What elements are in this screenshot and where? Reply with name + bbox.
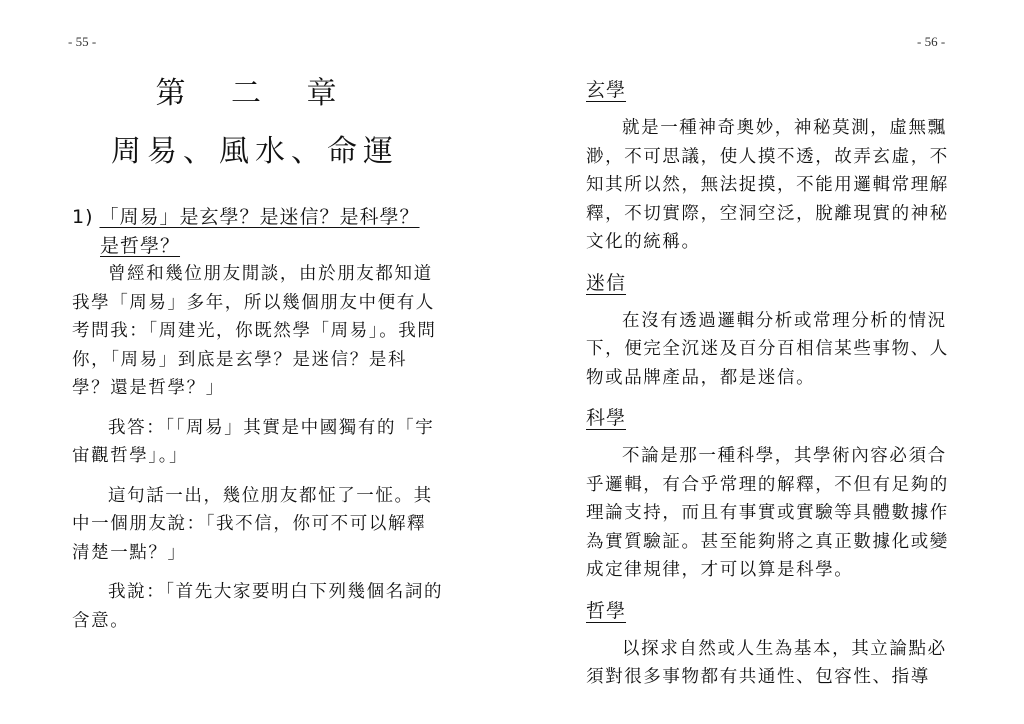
paragraph: 這句話一出，幾位朋友都怔了一怔。其中一個朋友說：「我不信，你可不可以解釋清楚一點？」 bbox=[72, 485, 433, 563]
term-definition: 不論是那一種科學，其學術內容必須合乎邏輯，有合乎常理的解釋，不但有足夠的理論支持，而且有事實或實驗等具體數據作為實質驗証。甚至能夠將之真正數據化或變成定律規律，才可以算是科學。 bbox=[586, 446, 949, 580]
term-title: 玄學 bbox=[586, 79, 627, 101]
right-page bbox=[512, 0, 1024, 724]
term-definition: 就是一種神奇奧妙，神秘莫測，虛無飄渺，不可思議，使人摸不透，故弄玄虛，不知其所以然，無法捉摸，不能用邏輯常理解釋，不切實際，空洞空泛，脫離現實的神秘文化的統稱。 bbox=[586, 118, 949, 252]
term-section bbox=[586, 597, 962, 692]
question-line-1: 「周易」是玄學？是迷信？是科學？ bbox=[99, 206, 420, 228]
term-definition: 在沒有透過邏輯分析或常理分析的情況下，便完全沉迷及百分百相信某些事物、人物或品牌產品，都是迷信。 bbox=[586, 310, 949, 388]
term-title: 科學 bbox=[586, 407, 627, 429]
term-title: 迷信 bbox=[586, 271, 627, 294]
page-number: - 55 - bbox=[68, 34, 97, 49]
paragraph: 我答：「「周易」其實是中國獨有的「宇宙觀哲學」。」 bbox=[72, 417, 435, 466]
question-number: 1) bbox=[72, 206, 94, 228]
body-text bbox=[72, 260, 444, 646]
term-definition: 以探求自然或人生為基本，其立論點必須對很多事物都有共通性、包容性、指導 bbox=[586, 638, 947, 687]
chapter-title: 第 二 章 bbox=[155, 76, 355, 111]
term-title: 哲學 bbox=[586, 599, 627, 622]
paragraph: 我說：「首先大家要明白下列幾個名詞的含意。 bbox=[72, 582, 444, 631]
paragraph: 曾經和幾位朋友閒談，由於朋友都知道我學「周易」多年，所以幾個朋友中便有人考問我：「周建光，你既然學「周易」。我問你，「周易」到底是玄學？是迷信？是科學？還是哲學？」 bbox=[72, 264, 437, 398]
page-number: - 56 - bbox=[917, 34, 946, 49]
term-section bbox=[586, 269, 962, 393]
question-line-2: 是哲學？ bbox=[100, 235, 181, 257]
chapter-subtitle: 周易、風水、命運 bbox=[111, 134, 399, 169]
term-section bbox=[586, 404, 962, 585]
term-section bbox=[586, 76, 962, 257]
section-question bbox=[72, 203, 452, 261]
term-definitions bbox=[586, 76, 962, 704]
